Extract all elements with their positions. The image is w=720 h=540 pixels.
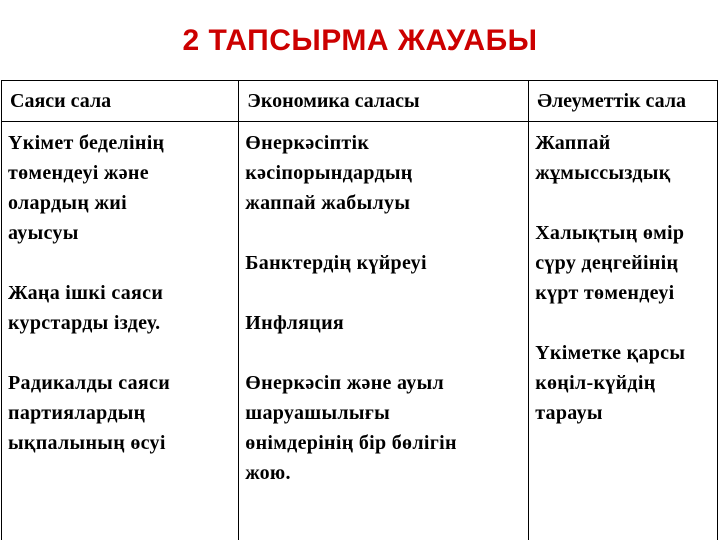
cell-political (2, 122, 239, 540)
political-item-2: Жаңа ішкі саяси курстарды іздеу. (8, 282, 164, 334)
social-item-2: Халықтың өмір сүру деңгейінің күрт төмендеуі (535, 222, 685, 304)
economic-item-1: Өнеркәсіптік кәсіпорындардың жаппай жабылуы (245, 132, 413, 214)
political-item-3: Радикалды саяси партиялардың ықпалының өсуі (8, 372, 171, 454)
header-economic: Экономика саласы (239, 81, 529, 122)
social-item-3: Үкіметке қарсы көңіл-күйдің тарауы (535, 342, 686, 424)
economic-item-4: Өнеркәсіп және ауыл шаруашылығы өнімдерінің бір бөлігін жою. (245, 372, 457, 484)
table-body-row (2, 122, 718, 540)
cell-social (529, 122, 718, 540)
economic-item-2: Банктердің күйреуі (245, 252, 427, 274)
social-item-1: Жаппай жұмыссыздық (535, 132, 671, 184)
header-social: Әлеуметтік сала (529, 81, 718, 122)
answer-table (1, 80, 718, 540)
cell-economic (239, 122, 529, 540)
slide-title: 2 ТАПСЫРМА ЖАУАБЫ (182, 24, 538, 57)
header-political: Саяси сала (2, 81, 239, 122)
table-header-row (2, 81, 718, 122)
political-item-1: Үкімет беделінің төмендеуі және олардың жиі ауысуы (8, 132, 165, 244)
economic-item-3: Инфляция (245, 312, 345, 334)
